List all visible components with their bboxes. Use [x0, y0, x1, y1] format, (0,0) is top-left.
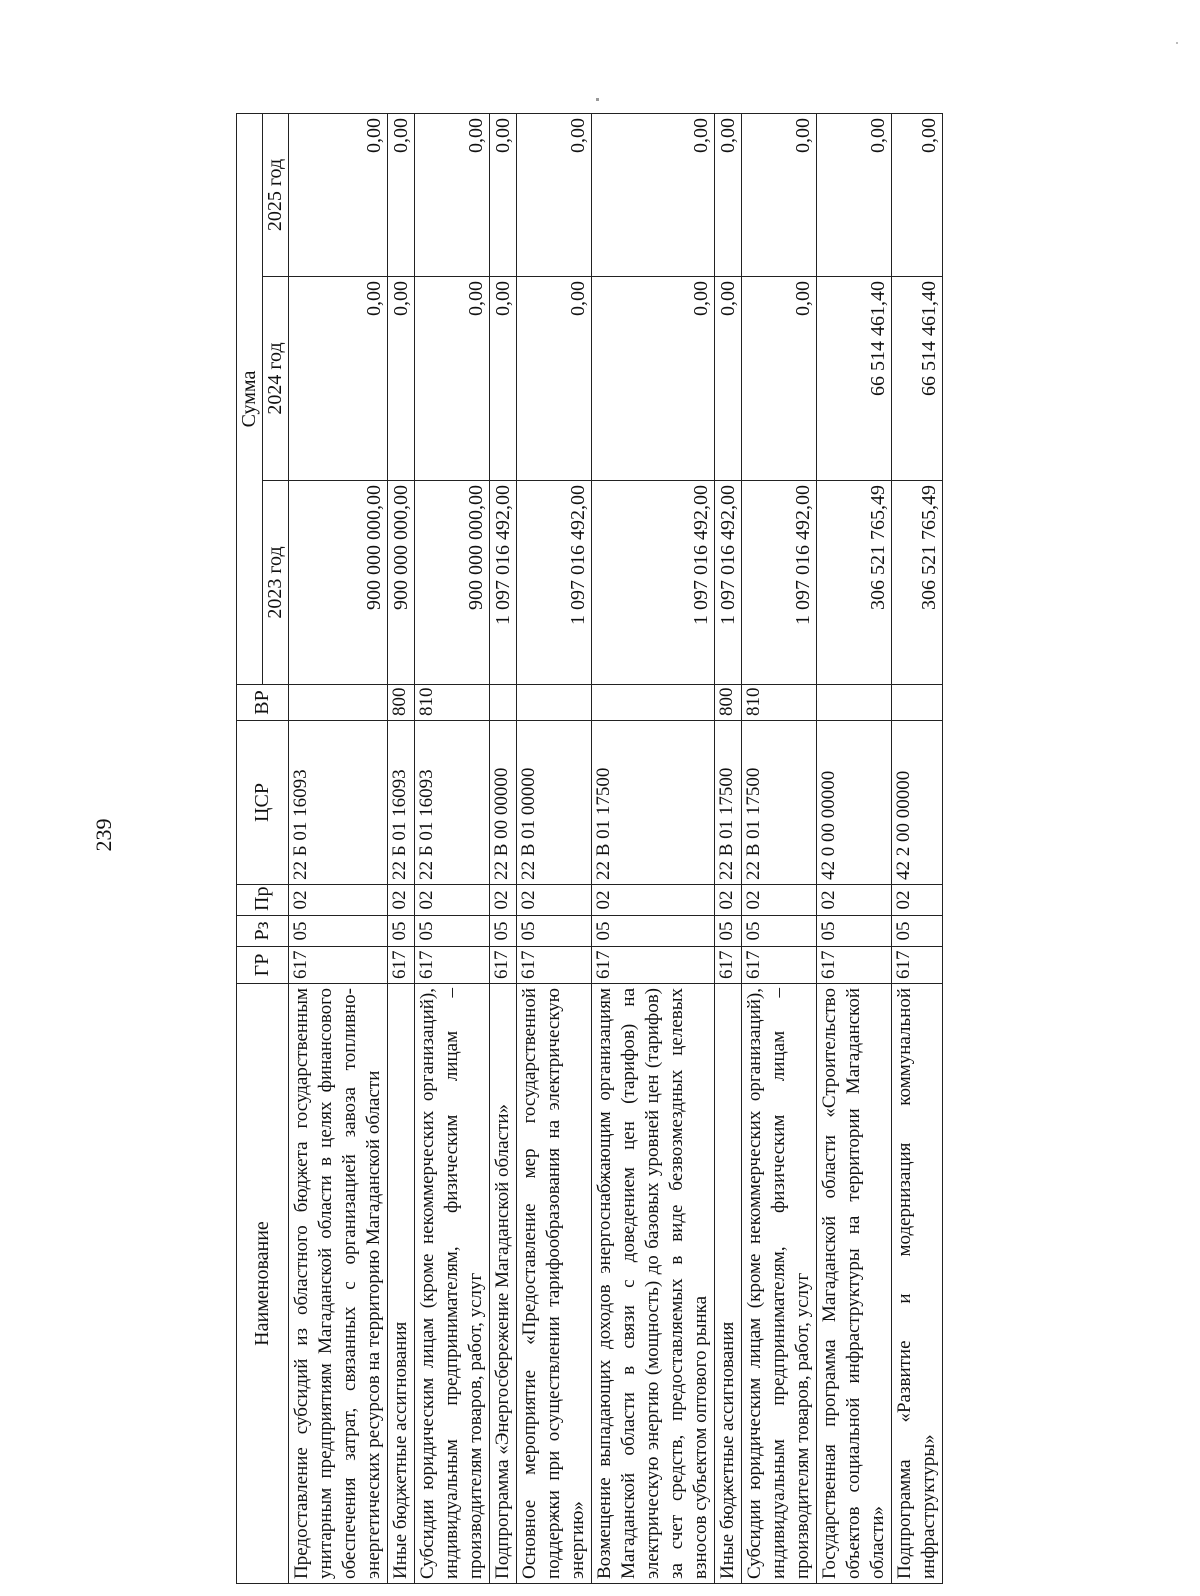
row-name: Подпрограмма «Энергосбережение Магаданской области» [490, 984, 517, 1584]
row-sum-2025: 0,00 [289, 113, 388, 276]
row-rz: 05 [892, 916, 943, 947]
row-sum-2023: 1 097 016 492,00 [490, 481, 517, 685]
table-row [517, 113, 592, 1583]
row-csr: 22 Б 01 16093 [388, 721, 415, 885]
row-sum-2023: 900 000 000,00 [388, 481, 415, 685]
row-rz: 05 [388, 916, 415, 947]
row-csr: 22 Б 01 16093 [289, 721, 388, 885]
table-row [817, 113, 892, 1583]
page-number: 239 [91, 818, 116, 852]
row-pr: 02 [415, 885, 490, 916]
row-csr: 22 В 01 17500 [592, 721, 715, 885]
row-sum-2024: 0,00 [490, 277, 517, 481]
table-row [289, 113, 388, 1583]
row-name: Предоставление субсидий из областного бюджета государственным унитарным предприятиям Магаданской области в целях финансового обеспечения затрат, связанных с организацией завоза топливно-энергетических ресурсов на территорию Магаданской области [289, 984, 388, 1584]
row-sum-2024: 0,00 [742, 277, 817, 481]
row-csr: 42 0 00 00000 [817, 721, 892, 885]
row-name: Возмещение выпадающих доходов энергоснабжающим организациям Магаданской области в связи с доведением цен (тарифов) на электрическую энергию (мощность) до базовых уровней цен (тарифов) за счет средств, предоставляемых в виде безвозмездных целевых взносов субъектом оптового рынка [592, 984, 715, 1584]
row-sum-2025: 0,00 [490, 113, 517, 276]
row-sum-2024: 0,00 [415, 277, 490, 481]
row-vr [490, 685, 517, 721]
row-sum-2023: 306 521 765,49 [817, 481, 892, 685]
row-rz: 05 [715, 916, 742, 947]
header-name: Наименование [237, 984, 289, 1584]
header-sum: Сумма [237, 113, 263, 684]
table-row [892, 113, 943, 1583]
row-sum-2024: 0,00 [289, 277, 388, 481]
row-name: Иные бюджетные ассигнования [715, 984, 742, 1584]
header-rz: Рз [237, 916, 289, 947]
table-row [742, 113, 817, 1583]
row-pr: 02 [289, 885, 388, 916]
row-rz: 05 [490, 916, 517, 947]
row-csr: 22 В 01 17500 [742, 721, 817, 885]
row-sum-2023: 1 097 016 492,00 [715, 481, 742, 685]
row-gr: 617 [388, 947, 415, 984]
table-body [289, 113, 943, 1583]
row-name: Государственная программа Магаданской области «Строительство объектов социальной инфраструктуры на территории Магаданской области» [817, 984, 892, 1584]
scan-speck [596, 98, 599, 101]
table-row [490, 113, 517, 1583]
row-rz: 05 [517, 916, 592, 947]
row-gr: 617 [289, 947, 388, 984]
row-rz: 05 [817, 916, 892, 947]
row-sum-2023: 1 097 016 492,00 [592, 481, 715, 685]
budget-table [236, 113, 943, 1584]
table-row [592, 113, 715, 1583]
row-sum-2025: 0,00 [892, 113, 943, 276]
row-csr: 22 В 00 00000 [490, 721, 517, 885]
row-sum-2023: 900 000 000,00 [289, 481, 388, 685]
row-vr: 810 [415, 685, 490, 721]
header-2023: 2023 год [263, 481, 289, 685]
header-pr: Пр [237, 885, 289, 916]
row-csr: 22 Б 01 16093 [415, 721, 490, 885]
row-sum-2023: 1 097 016 492,00 [517, 481, 592, 685]
row-vr: 800 [715, 685, 742, 721]
row-gr: 617 [817, 947, 892, 984]
header-gr: ГР [237, 947, 289, 984]
row-vr [817, 685, 892, 721]
row-sum-2024: 0,00 [517, 277, 592, 481]
row-vr: 800 [388, 685, 415, 721]
row-rz: 05 [742, 916, 817, 947]
header-row [237, 113, 263, 1583]
row-sum-2024: 66 514 461,40 [892, 277, 943, 481]
row-name: Иные бюджетные ассигнования [388, 984, 415, 1584]
row-sum-2023: 900 000 000,00 [415, 481, 490, 685]
row-gr: 617 [715, 947, 742, 984]
table-row [715, 113, 742, 1583]
row-gr: 617 [892, 947, 943, 984]
row-gr: 617 [592, 947, 715, 984]
row-sum-2025: 0,00 [517, 113, 592, 276]
row-gr: 617 [415, 947, 490, 984]
row-vr [592, 685, 715, 721]
table-row [415, 113, 490, 1583]
row-csr: 42 2 00 00000 [892, 721, 943, 885]
row-sum-2023: 1 097 016 492,00 [742, 481, 817, 685]
scan-speck [1176, 42, 1178, 44]
row-sum-2023: 306 521 765,49 [892, 481, 943, 685]
rotated-budget-table-container [236, 114, 940, 1584]
header-2024: 2024 год [263, 277, 289, 481]
row-pr: 02 [517, 885, 592, 916]
row-sum-2025: 0,00 [742, 113, 817, 276]
row-name: Субсидии юридическим лицам (кроме некоммерческих организаций), индивидуальным предпринимателям, физическим лицам – производителям товаров, работ, услуг [415, 984, 490, 1584]
row-gr: 617 [490, 947, 517, 984]
row-sum-2025: 0,00 [715, 113, 742, 276]
header-vr: ВР [237, 685, 289, 721]
row-pr: 02 [592, 885, 715, 916]
row-sum-2024: 66 514 461,40 [817, 277, 892, 481]
row-rz: 05 [415, 916, 490, 947]
row-name: Основное мероприятие «Предоставление мер государственной поддержки при осуществлении тарифообразования на электрическую энергию» [517, 984, 592, 1584]
row-rz: 05 [289, 916, 388, 947]
row-pr: 02 [892, 885, 943, 916]
row-pr: 02 [817, 885, 892, 916]
row-sum-2024: 0,00 [715, 277, 742, 481]
row-sum-2025: 0,00 [592, 113, 715, 276]
row-sum-2024: 0,00 [388, 277, 415, 481]
row-pr: 02 [715, 885, 742, 916]
row-gr: 617 [742, 947, 817, 984]
row-vr [289, 685, 388, 721]
row-vr: 810 [742, 685, 817, 721]
row-pr: 02 [742, 885, 817, 916]
header-2025: 2025 год [263, 113, 289, 276]
row-name: Подпрограмма «Развитие и модернизация коммунальной инфраструктуры» [892, 984, 943, 1584]
row-vr [517, 685, 592, 721]
row-sum-2024: 0,00 [592, 277, 715, 481]
row-sum-2025: 0,00 [817, 113, 892, 276]
row-csr: 22 В 01 17500 [715, 721, 742, 885]
row-pr: 02 [490, 885, 517, 916]
row-csr: 22 В 01 00000 [517, 721, 592, 885]
row-vr [892, 685, 943, 721]
row-rz: 05 [592, 916, 715, 947]
table-row [388, 113, 415, 1583]
row-name: Субсидии юридическим лицам (кроме некоммерческих организаций), индивидуальным предпринимателям, физическим лицам – производителям товаров, работ, услуг [742, 984, 817, 1584]
header-csr: ЦСР [237, 721, 289, 885]
row-sum-2025: 0,00 [388, 113, 415, 276]
row-sum-2025: 0,00 [415, 113, 490, 276]
row-pr: 02 [388, 885, 415, 916]
row-gr: 617 [517, 947, 592, 984]
